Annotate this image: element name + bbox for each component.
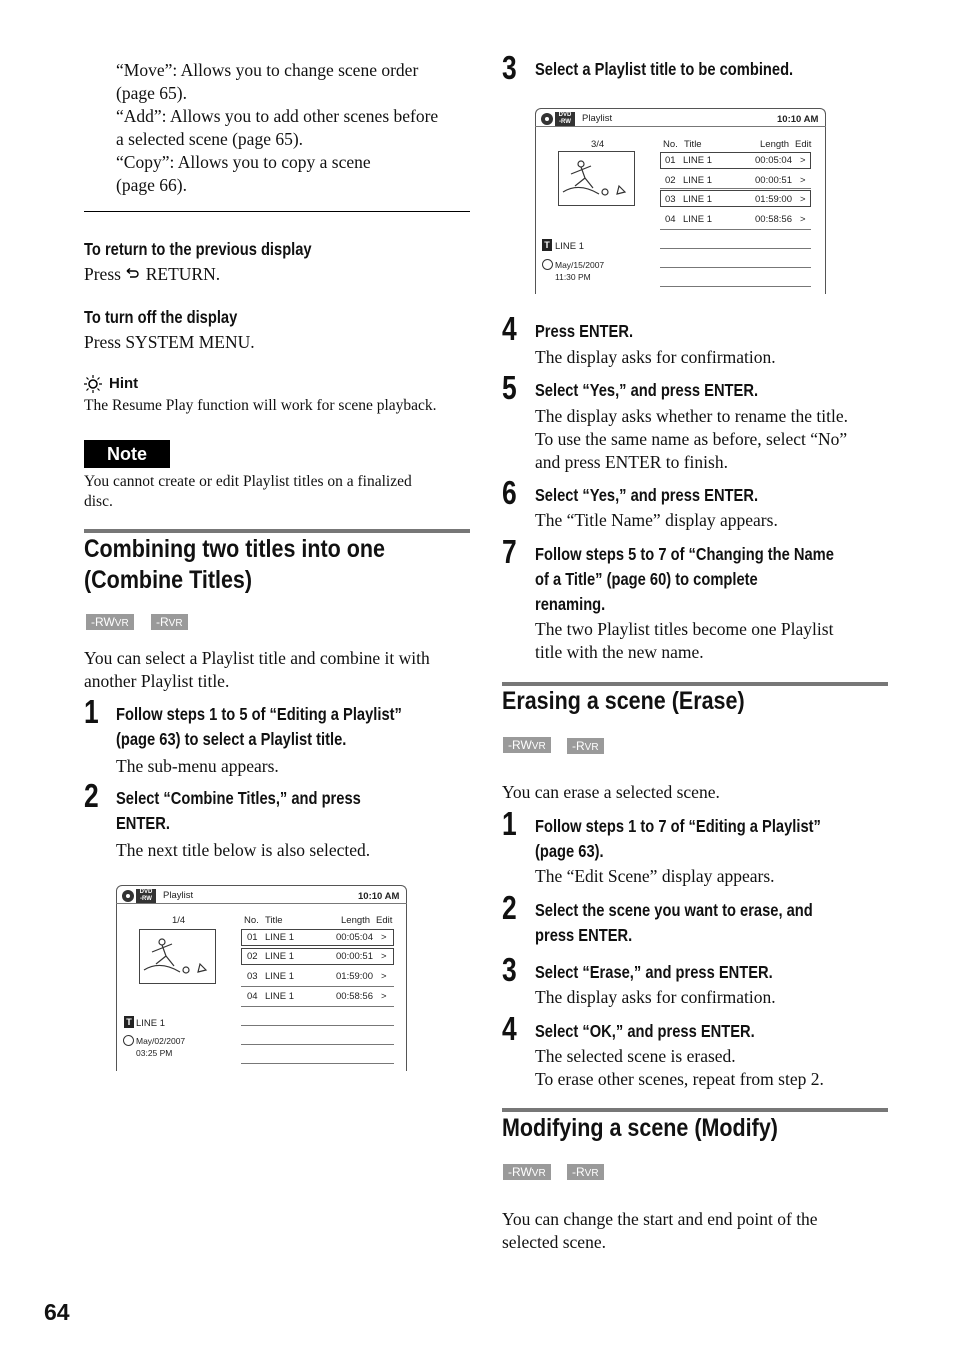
screen-title: Playlist bbox=[582, 113, 613, 124]
intro-line: “Move”: Allows you to change scene order bbox=[116, 60, 419, 80]
row-edit: > bbox=[381, 971, 387, 982]
screen-header-line bbox=[535, 126, 826, 127]
combine-step7 bbox=[535, 542, 834, 617]
page-number: 64 bbox=[44, 1299, 70, 1325]
screen-header-line bbox=[116, 903, 407, 904]
info-time: 11:30 PM bbox=[555, 272, 591, 282]
combine-step1-desc: The sub-menu appears. bbox=[116, 756, 279, 776]
r-vr-badge: -RVR bbox=[567, 1164, 604, 1180]
combine-step4-desc: The display asks for confirmation. bbox=[535, 347, 776, 367]
step-line: Follow steps 1 to 5 of “Editing a Playlist” bbox=[116, 704, 402, 724]
combine-step7-desc bbox=[535, 618, 833, 664]
erase-title: Erasing a scene (Erase) bbox=[502, 687, 745, 715]
row-title: LINE 1 bbox=[683, 214, 713, 225]
return-icon bbox=[125, 263, 141, 286]
screen-clock: 10:10 AM bbox=[358, 891, 400, 902]
section-rule bbox=[84, 529, 470, 533]
combine-step5-desc bbox=[535, 405, 848, 474]
modify-title: Modifying a scene (Modify) bbox=[502, 1114, 778, 1142]
step-line: Select the scene you want to erase, and bbox=[535, 900, 813, 920]
info-date: May/15/2007 bbox=[555, 260, 605, 270]
row-edit: > bbox=[800, 194, 806, 205]
clock-icon bbox=[542, 259, 553, 270]
erase-step1-desc: The “Edit Scene” display appears. bbox=[535, 866, 775, 886]
desc-line: and press ENTER to finish. bbox=[535, 452, 728, 472]
modify-intro-line: You can change the start and end point of the bbox=[502, 1209, 818, 1229]
col-edit: Edit bbox=[795, 139, 812, 150]
intro-line: a selected scene (page 65). bbox=[116, 129, 304, 149]
row-divider bbox=[660, 267, 811, 268]
step-number: 2 bbox=[84, 777, 99, 814]
step-line: Select “Combine Titles,” and press bbox=[116, 788, 361, 808]
note-line: disc. bbox=[84, 493, 113, 510]
row-length: 00:05:04 bbox=[336, 932, 373, 943]
combine-title bbox=[84, 534, 385, 596]
step-number: 6 bbox=[502, 474, 517, 511]
screen-clock: 10:10 AM bbox=[777, 114, 819, 125]
hint-text: The Resume Play function will work for scene playback. bbox=[84, 397, 437, 414]
playlist-screen bbox=[116, 885, 407, 1071]
info-date: May/02/2007 bbox=[136, 1036, 186, 1046]
rw-vr-badge: -RWVR bbox=[86, 614, 134, 630]
col-length: Length bbox=[341, 915, 371, 926]
step-number: 1 bbox=[84, 693, 99, 730]
playlist-screen bbox=[535, 108, 826, 294]
col-title: Title bbox=[684, 139, 702, 150]
combine-intro bbox=[84, 647, 430, 693]
row-edit: > bbox=[381, 951, 387, 962]
step-number: 4 bbox=[502, 1010, 517, 1047]
combine-step6: Select “Yes,” and press ENTER. bbox=[535, 485, 759, 505]
row-divider bbox=[241, 1044, 394, 1045]
step-number: 3 bbox=[502, 49, 517, 86]
row-divider bbox=[660, 286, 811, 287]
title-icon: T bbox=[124, 1016, 134, 1028]
combine-intro-line: another Playlist title. bbox=[84, 671, 230, 691]
row-no: 03 bbox=[247, 971, 258, 982]
row-title: LINE 1 bbox=[265, 971, 295, 982]
desc-line: The selected scene is erased. bbox=[535, 1046, 736, 1066]
soccer-player-icon bbox=[559, 152, 634, 205]
step-line: Follow steps 5 to 7 of “Changing the Name bbox=[535, 544, 834, 564]
col-no: No. bbox=[663, 139, 678, 150]
note-text bbox=[84, 472, 412, 512]
row-divider bbox=[660, 248, 811, 249]
erase-step3: Select “Erase,” and press ENTER. bbox=[535, 962, 773, 982]
dvd-rw-icon: DVD -RW bbox=[555, 112, 575, 126]
step-number: 4 bbox=[502, 310, 517, 347]
intro-line: (page 65). bbox=[116, 83, 187, 103]
press-label: Press bbox=[84, 264, 121, 284]
erase-step3-desc: The display asks for confirmation. bbox=[535, 987, 776, 1007]
row-length: 00:00:51 bbox=[755, 175, 792, 186]
row-title: LINE 1 bbox=[265, 991, 295, 1002]
row-title: LINE 1 bbox=[265, 932, 295, 943]
row-divider bbox=[660, 188, 811, 189]
step-number: 1 bbox=[502, 805, 517, 842]
hint-title: Hint bbox=[109, 375, 139, 392]
combine-step2 bbox=[116, 786, 361, 836]
lightbulb-icon bbox=[84, 375, 102, 398]
dvd-rw-icon: DVD -RW bbox=[136, 889, 156, 903]
title-icon: T bbox=[542, 239, 552, 251]
return-label: RETURN. bbox=[145, 264, 221, 284]
r-vr-badge: -RVR bbox=[151, 614, 188, 630]
disc-icon bbox=[541, 113, 553, 125]
desc-line: title with the new name. bbox=[535, 642, 704, 662]
combine-step1 bbox=[116, 702, 402, 752]
row-divider bbox=[241, 986, 394, 987]
step-number: 2 bbox=[502, 889, 517, 926]
step-number: 5 bbox=[502, 369, 517, 406]
step-line: press ENTER. bbox=[535, 925, 633, 945]
return-instruction bbox=[84, 263, 220, 286]
row-no: 02 bbox=[247, 951, 258, 962]
row-divider bbox=[660, 229, 811, 230]
combine-intro-line: You can select a Playlist title and combine it with bbox=[84, 648, 430, 668]
row-title: LINE 1 bbox=[265, 951, 295, 962]
rw-vr-badge: -RWVR bbox=[503, 737, 551, 753]
combine-step5: Select “Yes,” and press ENTER. bbox=[535, 380, 759, 400]
row-edit: > bbox=[381, 991, 387, 1002]
step-line: renaming. bbox=[535, 594, 606, 614]
turnoff-heading: To turn off the display bbox=[84, 307, 238, 327]
note-line: You cannot create or edit Playlist titles on a finalized bbox=[84, 473, 412, 490]
modify-intro-line: selected scene. bbox=[502, 1232, 606, 1252]
erase-intro: You can erase a selected scene. bbox=[502, 782, 720, 802]
desc-line: The display asks whether to rename the title. bbox=[535, 406, 848, 426]
intro-line: “Add”: Allows you to add other scenes before bbox=[116, 106, 439, 126]
clock-icon bbox=[123, 1035, 134, 1046]
row-no: 04 bbox=[665, 214, 676, 225]
row-no: 04 bbox=[247, 991, 258, 1002]
return-heading: To return to the previous display bbox=[84, 239, 312, 259]
row-edit: > bbox=[800, 214, 806, 225]
row-no: 03 bbox=[665, 194, 676, 205]
combine-title-line: Combining two titles into one bbox=[84, 535, 385, 563]
screen-title: Playlist bbox=[163, 890, 194, 901]
modify-intro bbox=[502, 1208, 818, 1254]
step-line: ENTER. bbox=[116, 813, 170, 833]
info-time: 03:25 PM bbox=[136, 1048, 173, 1058]
erase-step1 bbox=[535, 814, 821, 864]
col-edit: Edit bbox=[376, 915, 393, 926]
erase-step4: Select “OK,” and press ENTER. bbox=[535, 1021, 755, 1041]
thumbnail bbox=[139, 929, 216, 984]
title-counter: 1/4 bbox=[172, 915, 186, 926]
row-length: 00:00:51 bbox=[336, 951, 373, 962]
info-title: LINE 1 bbox=[136, 1018, 166, 1029]
combine-step6-desc: The “Title Name” display appears. bbox=[535, 510, 778, 530]
step-line: (page 63) to select a Playlist title. bbox=[116, 729, 347, 749]
row-edit: > bbox=[800, 155, 806, 166]
row-no: 01 bbox=[247, 932, 258, 943]
row-length: 00:05:04 bbox=[755, 155, 792, 166]
row-edit: > bbox=[800, 175, 806, 186]
intro-line: “Copy”: Allows you to copy a scene bbox=[116, 152, 371, 172]
step-line: of a Title” (page 60) to complete bbox=[535, 569, 758, 589]
row-divider bbox=[241, 1063, 394, 1064]
step-line: (page 63). bbox=[535, 841, 604, 861]
col-length: Length bbox=[760, 139, 790, 150]
step-number: 3 bbox=[502, 951, 517, 988]
row-no: 02 bbox=[665, 175, 676, 186]
intro-text bbox=[116, 59, 438, 197]
row-title: LINE 1 bbox=[683, 194, 713, 205]
combine-step2-desc: The next title below is also selected. bbox=[116, 840, 371, 860]
row-length: 00:58:56 bbox=[336, 991, 373, 1002]
erase-step4-desc bbox=[535, 1045, 824, 1091]
combine-step4: Press ENTER. bbox=[535, 321, 634, 341]
combine-step3: Select a Playlist title to be combined. bbox=[535, 59, 794, 79]
thumbnail bbox=[558, 151, 635, 206]
row-title: LINE 1 bbox=[683, 175, 713, 186]
row-divider bbox=[241, 1025, 394, 1026]
intro-line: (page 66). bbox=[116, 175, 187, 195]
info-title: LINE 1 bbox=[555, 241, 585, 252]
col-no: No. bbox=[244, 915, 259, 926]
desc-line: To use the same name as before, select “No” bbox=[535, 429, 848, 449]
section-rule bbox=[502, 1108, 888, 1112]
combine-title-line: (Combine Titles) bbox=[84, 566, 253, 594]
note-label: Note bbox=[84, 440, 170, 468]
r-vr-badge: -RVR bbox=[567, 738, 604, 754]
title-counter: 3/4 bbox=[591, 139, 605, 150]
divider bbox=[84, 211, 470, 212]
row-title: LINE 1 bbox=[683, 155, 713, 166]
row-edit: > bbox=[381, 932, 387, 943]
step-number: 7 bbox=[502, 533, 517, 570]
row-divider bbox=[241, 1006, 394, 1007]
row-length: 01:59:00 bbox=[336, 971, 373, 982]
col-title: Title bbox=[265, 915, 283, 926]
turnoff-text: Press SYSTEM MENU. bbox=[84, 332, 255, 352]
soccer-player-icon bbox=[140, 930, 215, 983]
row-length: 00:58:56 bbox=[755, 214, 792, 225]
disc-icon bbox=[122, 890, 134, 902]
rw-vr-badge: -RWVR bbox=[503, 1164, 551, 1180]
desc-line: The two Playlist titles become one Playlist bbox=[535, 619, 834, 639]
step-line: Follow steps 1 to 7 of “Editing a Playlist” bbox=[535, 816, 821, 836]
row-no: 01 bbox=[665, 155, 676, 166]
desc-line: To erase other scenes, repeat from step 2. bbox=[535, 1069, 824, 1089]
erase-step2 bbox=[535, 898, 813, 948]
row-length: 01:59:00 bbox=[755, 194, 792, 205]
